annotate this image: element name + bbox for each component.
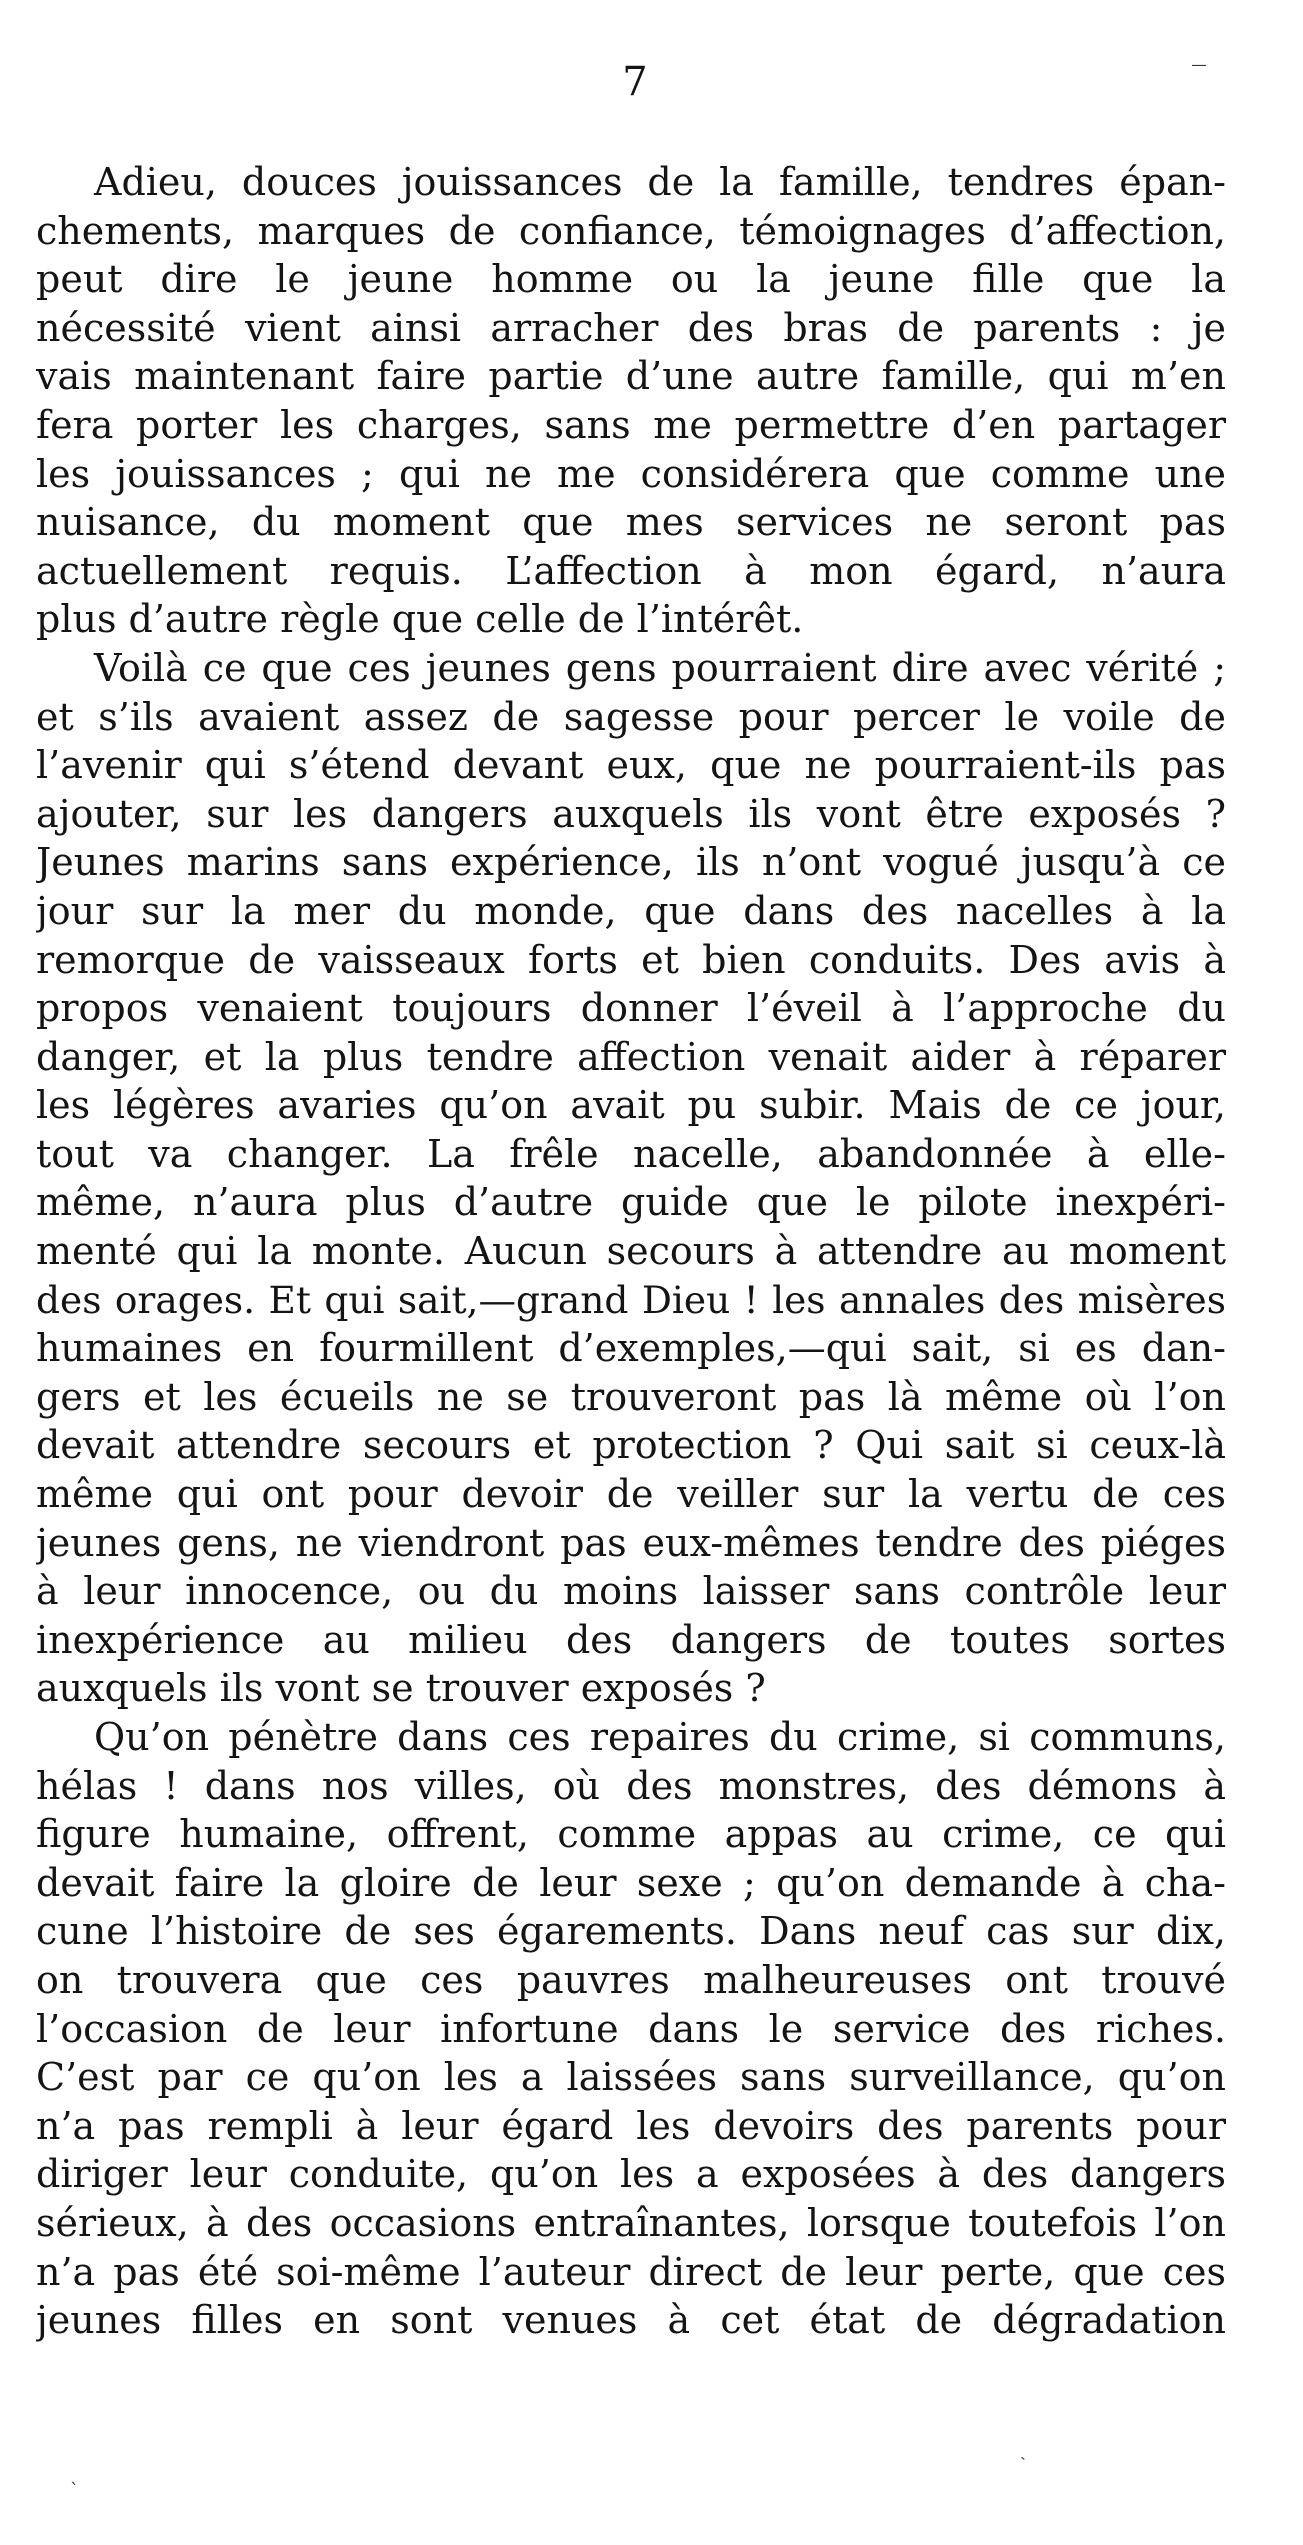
text-line: on trouvera que ces pauvres malheureuses ont trouvé [36, 1957, 1226, 2002]
text-line: vais maintenant faire partie d’une autre famille, qui m’en [36, 354, 1226, 399]
text-line: l’occasion de leur infortune dans le service des riches. [36, 2006, 1226, 2051]
text-line: et s’ils avaient assez de sagesse pour percer le voile de [36, 694, 1226, 739]
text-line: plus d’autre règle que celle de l’intérêt. [36, 597, 804, 642]
text-line: C’est par ce qu’on les a laissées sans surveillance, qu’on [36, 2055, 1226, 2100]
text-line: tout va changer. La frêle nacelle, abandonnée à elle- [36, 1131, 1226, 1176]
text-line: jeunes gens, ne viendront pas eux-mêmes tendre des piéges [36, 1520, 1226, 1565]
text-line: n’a pas été soi-même l’auteur direct de leur perte, que ces [36, 2249, 1226, 2294]
text-line: nécessité vient ainsi arracher des bras de parents : je [36, 305, 1226, 350]
text-line: nuisance, du moment que mes services ne seront pas [36, 500, 1226, 545]
text-line: l’avenir qui s’étend devant eux, que ne pourraient-ils pas [36, 743, 1226, 788]
text-line: jour sur la mer du monde, que dans des nacelles à la [36, 888, 1226, 933]
text-line: gers et les écueils ne se trouveront pas là même où l’on [36, 1374, 1226, 1419]
page-body [36, 158, 1226, 2345]
text-line: cune l’histoire de ses égarements. Dans neuf cas sur dix, [36, 1909, 1226, 1954]
paragraph-1 [36, 158, 1226, 644]
text-line: à leur innocence, ou du moins laisser sans contrôle leur [36, 1569, 1226, 1614]
text-line: actuellement requis. L’affection à mon égard, n’aura [36, 548, 1226, 593]
text-line: ajouter, sur les dangers auxquels ils vont être exposés ? [36, 791, 1226, 836]
text-line: devait attendre secours et protection ? Qui sait si ceux-là [36, 1423, 1226, 1468]
text-line: même, n’aura plus d’autre guide que le pilote inexpéri- [36, 1180, 1226, 1225]
text-line: chements, marques de confiance, témoignages d’affection, [36, 208, 1226, 253]
text-line: jeunes filles en sont venues à cet état de dégradation [36, 2298, 1226, 2343]
text-line: remorque de vaisseaux forts et bien conduits. Des avis à [36, 937, 1226, 982]
text-line: peut dire le jeune homme ou la jeune fille que la [36, 257, 1226, 302]
speck-mark: ˏ [1020, 2440, 1026, 2461]
text-line: inexpérience au milieu des dangers de toutes sortes [36, 1617, 1226, 1662]
text-line: les légères avaries qu’on avait pu subir. Mais de ce jour, [36, 1083, 1226, 1128]
text-line: même qui ont pour devoir de veiller sur la vertu de ces [36, 1472, 1226, 1517]
text-line: des orages. Et qui sait,—grand Dieu ! les annales des misères [36, 1277, 1226, 1322]
text-line: propos venaient toujours donner l’éveil à l’approche du [36, 986, 1226, 1031]
paragraph-3 [36, 1713, 1226, 2345]
text-line: Jeunes marins sans expérience, ils n’ont vogué jusqu’à ce [36, 840, 1226, 885]
text-line: les jouissances ; qui ne me considérera que comme une [36, 451, 1226, 496]
text-line: Voilà ce que ces jeunes gens pourraient dire avec vérité ; [94, 645, 1226, 690]
page-number: 7 [622, 59, 648, 105]
text-line: n’a pas rempli à leur égard les devoirs des parents pour [36, 2103, 1226, 2148]
text-line: figure humaine, offrent, comme appas au crime, ce qui [36, 1812, 1226, 1857]
text-line: sérieux, à des occasions entraînantes, lorsque toutefois l’on [36, 2200, 1226, 2245]
text-line: humaines en fourmillent d’exemples,—qui sait, si es dan- [36, 1326, 1226, 1371]
text-line: diriger leur conduite, qu’on les a exposées à des dangers [36, 2152, 1226, 2197]
text-line: fera porter les charges, sans me permettre d’en partager [36, 402, 1226, 447]
text-line: auxquels ils vont se trouver exposés ? [36, 1666, 766, 1711]
text-line: Adieu, douces jouissances de la famille, tendres épan- [94, 160, 1226, 204]
text-line: hélas ! dans nos villes, où des monstres, des démons à [36, 1763, 1226, 1808]
text-line: menté qui la monte. Aucun secours à attendre au moment [36, 1229, 1226, 1274]
text-line: devait faire la gloire de leur sexe ; qu’on demande à cha- [36, 1860, 1226, 1905]
speck-mark: ‾ [1192, 60, 1206, 93]
speck-mark: ˋ [70, 2480, 79, 2501]
paragraph-2 [36, 644, 1226, 1713]
text-line: Qu’on pénètre dans ces repaires du crime, si communs, [94, 1715, 1226, 1759]
text-line: danger, et la plus tendre affection venait aider à réparer [36, 1034, 1226, 1079]
